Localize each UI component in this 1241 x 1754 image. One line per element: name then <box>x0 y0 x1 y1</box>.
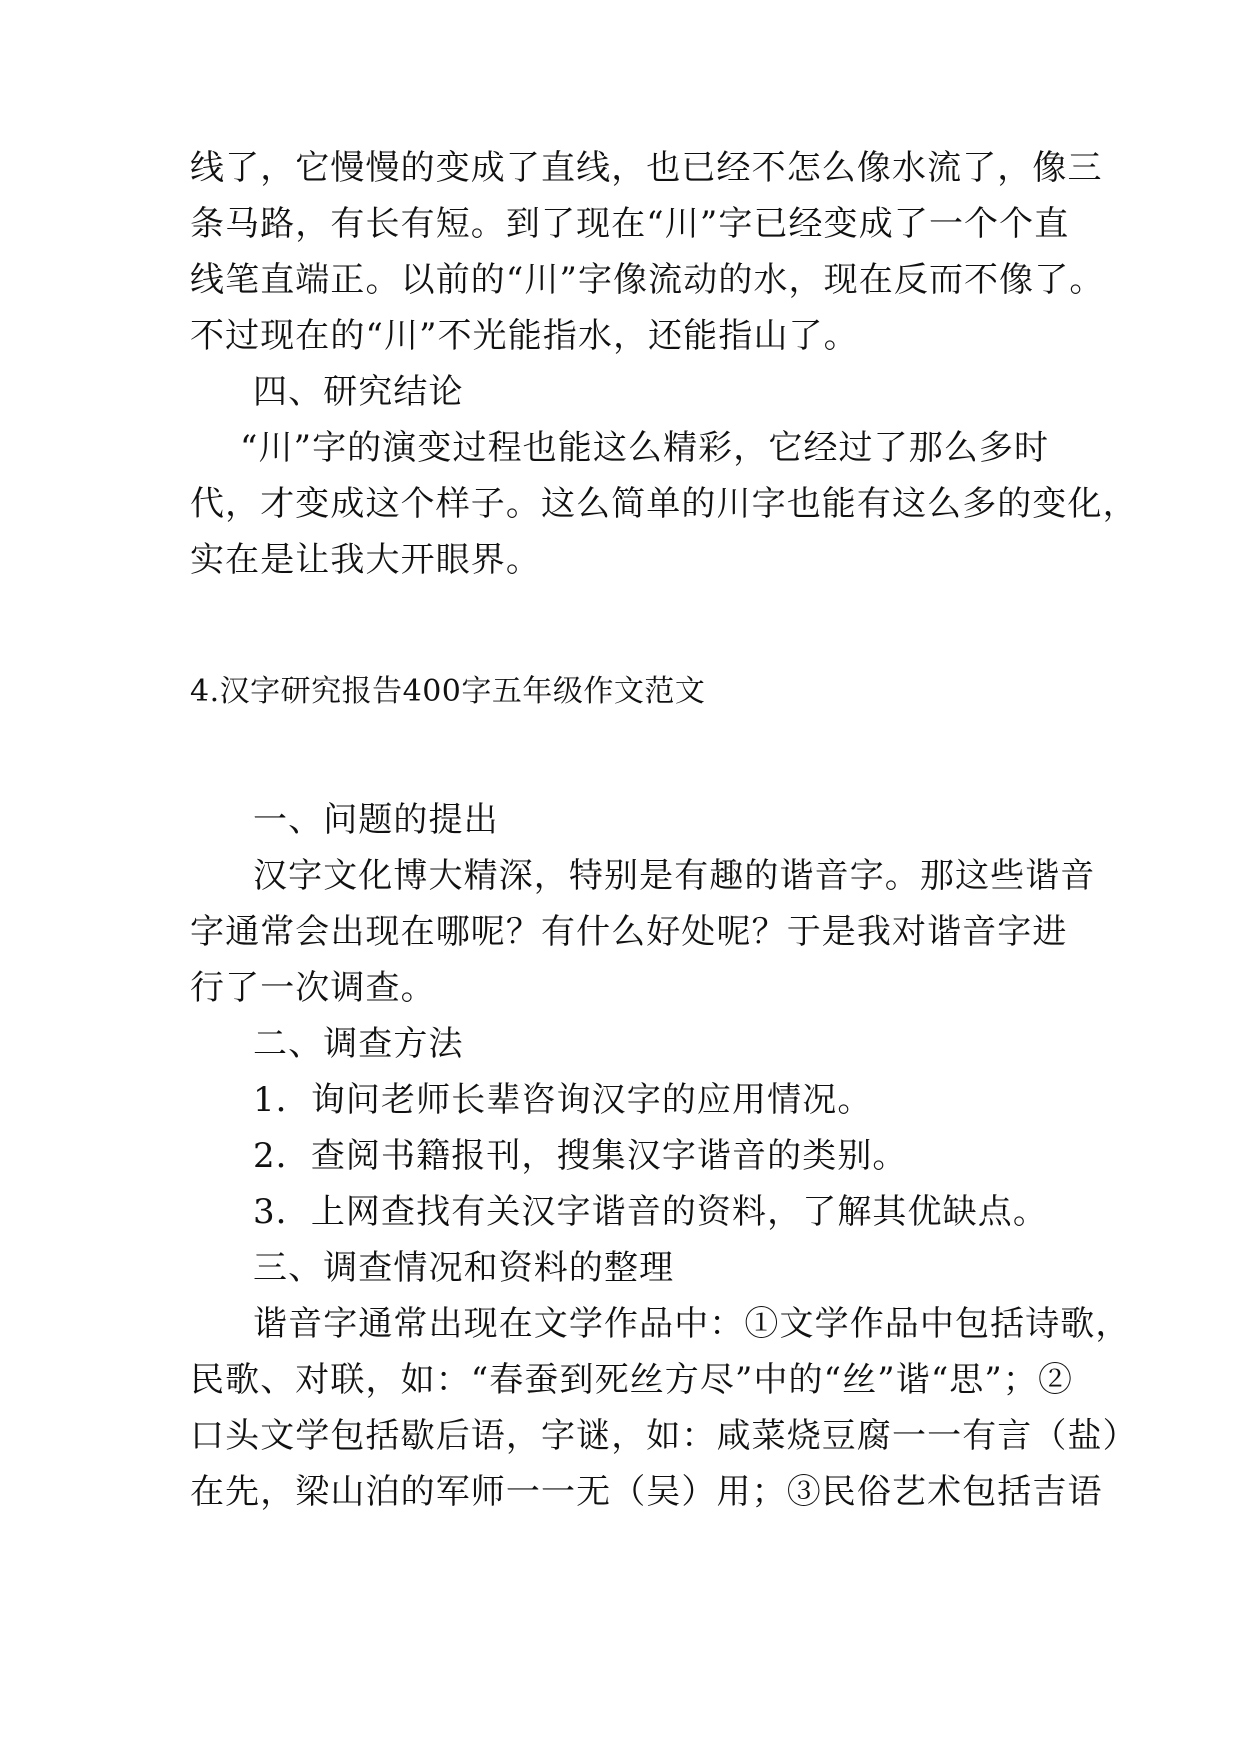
paragraph-line: 线笔直端正。以前的“川”字像流动的水，现在反而不像了。 <box>190 260 1105 300</box>
paragraph-line: 线了，它慢慢的变成了直线，也已经不怎么像水流了，像三 <box>190 148 1103 188</box>
paragraph-line: “川”字的演变过程也能这么精彩，它经过了那么多时 <box>240 428 1050 468</box>
section-heading: 三、调查情况和资料的整理 <box>253 1248 675 1288</box>
paragraph-line: 行了一次调查。 <box>190 968 436 1008</box>
paragraph-line: 汉字文化博大精深，特别是有趣的谐音字。那这些谐音 <box>253 856 1096 896</box>
list-item: 2．查阅书籍报刊，搜集汉字谐音的类别。 <box>253 1136 908 1176</box>
list-item: 3．上网查找有关汉字谐音的资料，了解其优缺点。 <box>253 1192 1048 1232</box>
section-heading: 一、问题的提出 <box>253 800 499 840</box>
paragraph-line: 不过现在的“川”不光能指水，还能指山了。 <box>190 316 859 356</box>
paragraph-line: 字通常会出现在哪呢？有什么好处呢？于是我对谐音字进 <box>190 912 1068 952</box>
paragraph-line: 口头文学包括歇后语，字谜，如：咸菜烧豆腐一一有言（盐） <box>190 1416 1138 1456</box>
paragraph-line: 民歌、对联，如：“春蚕到死丝方尽”中的“丝”谐“思”；② <box>190 1360 1074 1400</box>
section-heading: 四、研究结论 <box>253 372 464 412</box>
paragraph-line: 条马路，有长有短。到了现在“川”字已经变成了一个个直 <box>190 204 1070 244</box>
paragraph-line: 谐音字通常出现在文学作品中：①文学作品中包括诗歌， <box>253 1304 1131 1344</box>
list-item: 1．询问老师长辈咨询汉字的应用情况。 <box>253 1080 873 1120</box>
article-title: 4.汉字研究报告400字五年级作文范文 <box>190 674 706 709</box>
section-heading: 二、调查方法 <box>253 1024 464 1064</box>
paragraph-line: 实在是让我大开眼界。 <box>190 540 541 580</box>
paragraph-line: 在先，梁山泊的军师一一无（吴）用；③民俗艺术包括吉语 <box>190 1472 1103 1512</box>
paragraph-line: 代，才变成这个样子。这么简单的川字也能有这么多的变化， <box>190 484 1138 524</box>
